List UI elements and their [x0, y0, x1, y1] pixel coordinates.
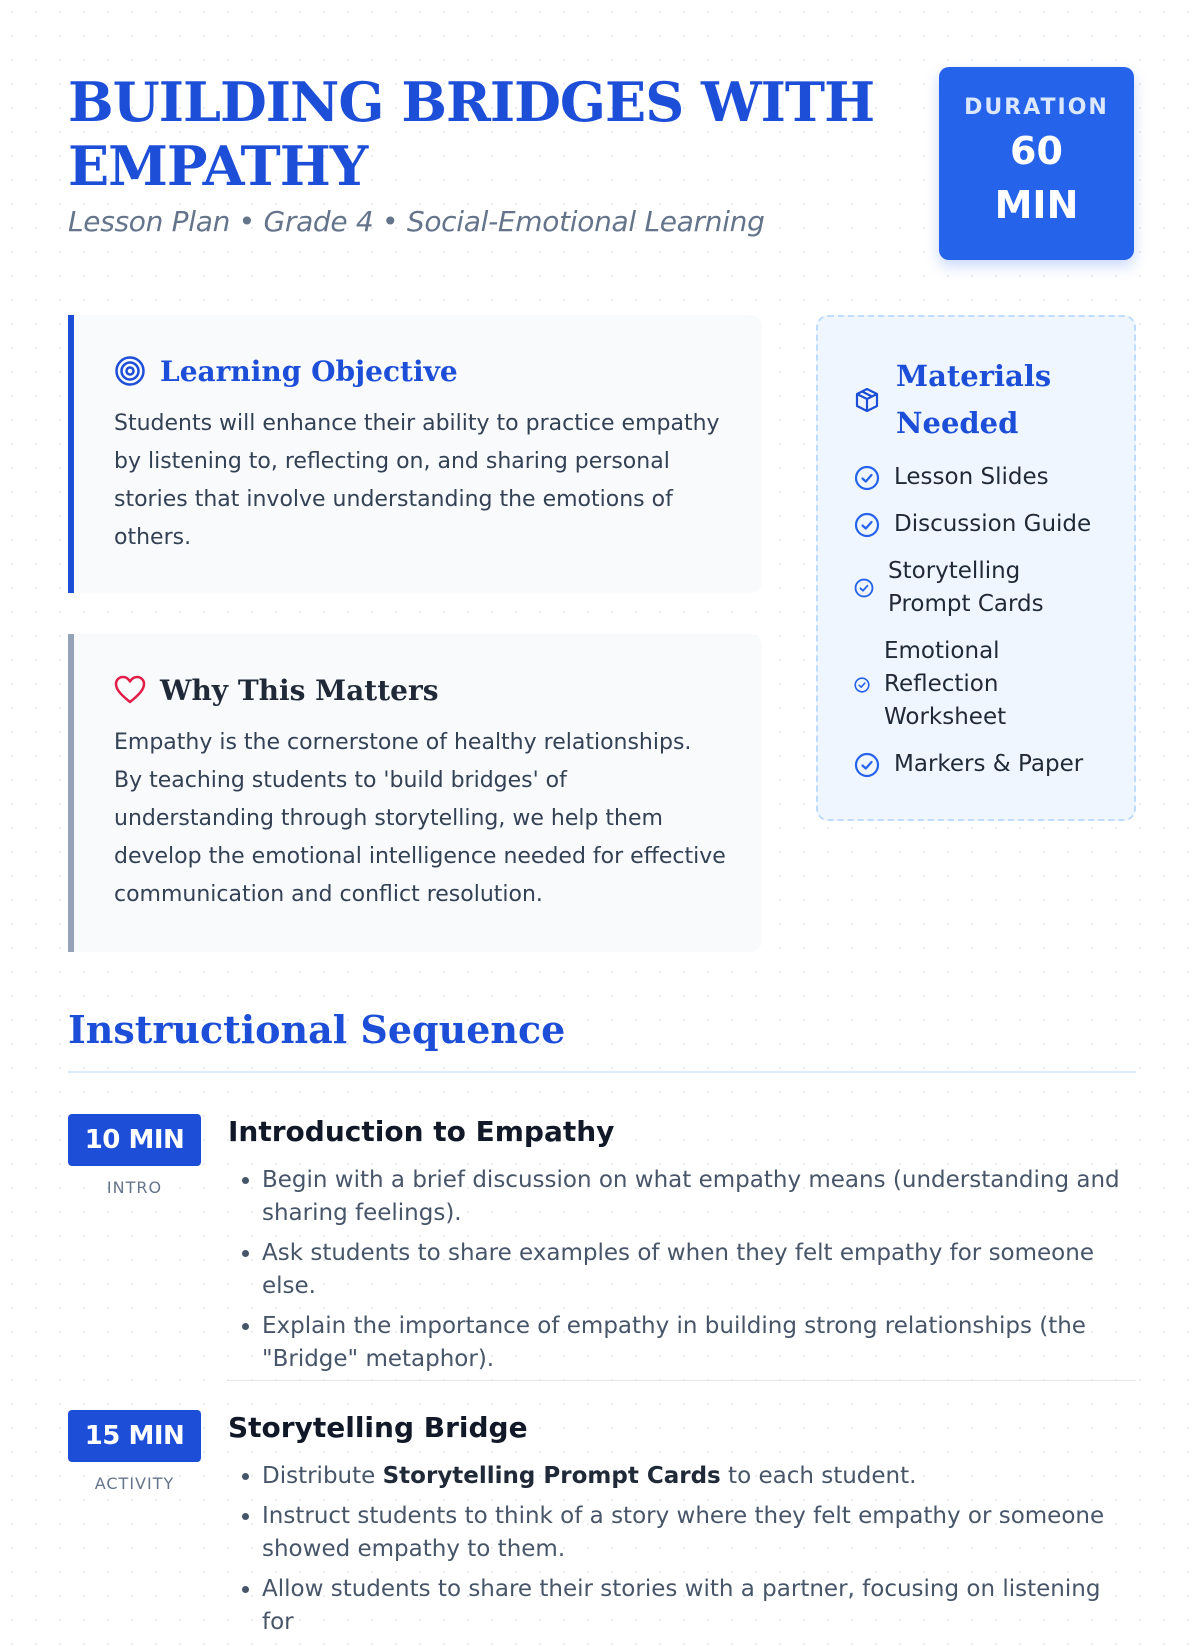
material-label: Storytelling Prompt Cards — [888, 558, 1044, 617]
list-item — [854, 635, 1114, 734]
duration-badge — [939, 67, 1134, 260]
list-item: • Allow students to share their stories with a partner, focusing on listening for — [262, 1573, 1136, 1639]
heart-icon — [114, 675, 146, 705]
material-label: Discussion Guide — [894, 511, 1092, 537]
list-item: • Ask students to share examples of when they felt empathy for someone else. — [262, 1237, 1136, 1303]
learning-objective-text: Students will enhance their ability to practice empathy by listening to, reflecting on, and sharing personal stories that involve understanding the emotions of others. — [114, 411, 720, 550]
bullet-text: to each student. — [720, 1463, 917, 1489]
list-item — [262, 1460, 1136, 1493]
duration-value-number: 60 — [1010, 129, 1063, 173]
step-bullets — [228, 1164, 1136, 1376]
check-circle-icon — [854, 677, 870, 693]
bullet-text: Distribute — [262, 1463, 383, 1489]
material-label: Emotional Reflection Worksheet — [884, 638, 1007, 730]
step-title: Storytelling Bridge — [228, 1411, 528, 1444]
list-item — [854, 555, 1114, 621]
list-item — [854, 748, 1114, 781]
step-divider — [228, 1380, 1136, 1381]
why-this-matters-text: Empathy is the cornerstone of healthy relationships. By teaching students to 'build bridges' of understanding through storytelling, we help them develop the emotional intelligence needed for effective communication and conflict resolution. — [114, 730, 726, 907]
box-icon — [854, 387, 880, 413]
check-circle-icon — [854, 512, 880, 538]
materials-title: Materials Needed — [896, 359, 1052, 440]
check-circle-icon — [854, 465, 880, 491]
why-this-matters-title: Why This Matters — [160, 673, 439, 707]
bullet-bold-text: Storytelling Prompt Cards — [382, 1463, 721, 1489]
step-phase-label: INTRO — [106, 1178, 163, 1197]
list-item: • Explain the importance of empathy in building strong relationships (the "Bridge" metaphor). — [262, 1310, 1136, 1376]
learning-objective-card — [68, 315, 762, 593]
list-item: • Instruct students to think of a story where they felt empathy or someone showed empathy to them. — [262, 1500, 1136, 1566]
duration-label: DURATION — [964, 95, 1109, 120]
check-circle-icon — [854, 752, 880, 778]
materials-panel — [816, 315, 1136, 821]
header — [68, 70, 908, 240]
section-title: Instructional Sequence — [68, 1007, 566, 1052]
list-item: • Begin with a brief discussion on what empathy means (understanding and sharing feelings). — [262, 1164, 1136, 1230]
step-title: Introduction to Empathy — [228, 1115, 615, 1148]
step-time-badge: 10 MIN — [68, 1114, 201, 1166]
duration-value-unit: MIN — [994, 183, 1079, 227]
why-this-matters-card — [68, 634, 762, 952]
list-item — [854, 508, 1114, 541]
material-label: Markers & Paper — [894, 751, 1084, 777]
page-subtitle: Lesson Plan • Grade 4 • Social-Emotional Learning — [68, 205, 765, 238]
materials-list — [854, 461, 1114, 781]
step-phase-label: ACTIVITY — [94, 1474, 175, 1493]
page-title: BUILDING BRIDGES WITH EMPATHY — [68, 70, 875, 198]
target-icon — [114, 355, 146, 387]
step-time-badge: 15 MIN — [68, 1410, 201, 1462]
check-circle-icon — [854, 578, 874, 598]
learning-objective-title: Learning Objective — [160, 354, 458, 388]
list-item — [854, 461, 1114, 494]
material-label: Lesson Slides — [894, 464, 1049, 490]
step-bullets — [228, 1460, 1136, 1639]
section-divider — [68, 1071, 1136, 1073]
